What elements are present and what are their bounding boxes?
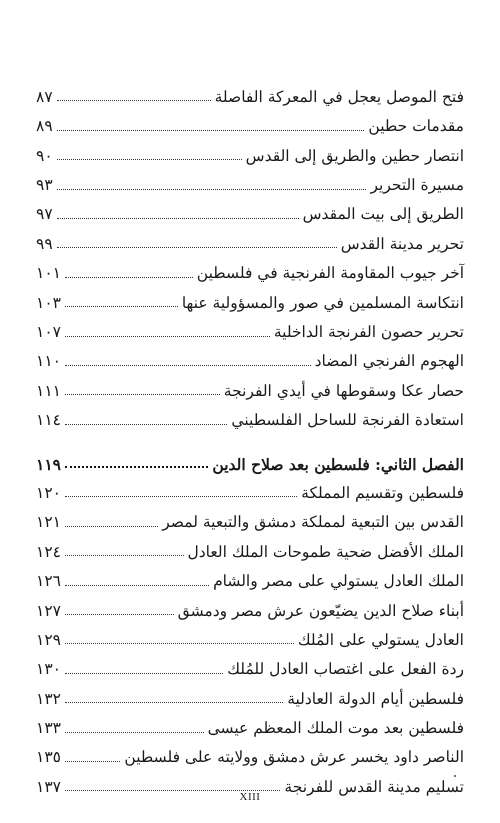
toc-entry (36, 619, 464, 648)
dot-leader (57, 218, 299, 219)
entry-title: استعادة الفرنجة للساحل الفلسطيني (231, 411, 464, 430)
entry-page: ١٣٧ (36, 777, 61, 796)
entry-title: الملك الأفضل ضحية طموحات الملك العادل (187, 542, 464, 561)
chapter-title: الفصل الثاني: فلسطين بعد صلاح الدين (212, 454, 464, 474)
entry-page: ١٠٣ (36, 293, 61, 312)
toc-entry (36, 560, 464, 589)
entry-page: ٩٩ (36, 234, 53, 253)
dot-leader (65, 585, 209, 586)
entry-title: أبناء صلاح الدين يضيّعون عرش مصر ودمشق (177, 601, 464, 620)
toc-entry (36, 194, 464, 223)
entry-page: ٩٧ (36, 205, 53, 224)
dot-leader (65, 555, 184, 556)
entry-title: حصار عكا وسقوطها في أيدي الفرنجة (223, 381, 464, 400)
dot-leader (65, 702, 283, 703)
entry-page: ٨٧ (36, 87, 53, 106)
entry-page: ٩٠ (36, 146, 53, 165)
entry-title: آخر جيوب المقاومة الفرنجية في فلسطين (196, 264, 464, 283)
toc-entry (36, 341, 464, 370)
dot-leader (57, 100, 211, 101)
dot-leader (65, 466, 208, 468)
toc-entry (36, 370, 464, 399)
entry-title: العادل يستولي على المُلك (297, 630, 464, 649)
entry-page: ١٣٣ (36, 719, 61, 738)
table-of-contents (36, 76, 464, 795)
dot-leader (65, 643, 294, 644)
entry-page: ١١١ (36, 381, 61, 400)
dot-leader (65, 526, 158, 527)
entry-title: مسيرة التحرير (370, 176, 464, 195)
entry-page: ١٢١ (36, 513, 61, 532)
entry-page: ١٣٢ (36, 689, 61, 708)
entry-title: انتصار حطين والطريق إلى القدس (245, 146, 464, 165)
entry-page: ٨٩ (36, 117, 53, 136)
entry-page: ١٣٥ (36, 748, 61, 767)
toc-entry (36, 531, 464, 560)
entry-page: ١٢٩ (36, 630, 61, 649)
toc-entry (36, 252, 464, 281)
entry-title: القدس بين التبعية لمملكة دمشق والتبعية لمصر (162, 513, 464, 532)
toc-entry (36, 282, 464, 311)
entry-title: الطريق إلى بيت المقدس (302, 205, 464, 224)
entry-page: ١١٠ (36, 352, 61, 371)
entry-page: ١٣٠ (36, 660, 61, 679)
chapter-heading (36, 443, 464, 472)
entry-title: الملك العادل يستولي على مصر والشام (213, 572, 464, 591)
entry-page: ١٠١ (36, 264, 61, 283)
chapter-page: ١١٩ (36, 454, 61, 474)
entry-title: تسليم مدينة القدس للفرنجة (284, 777, 464, 796)
entry-title: تحرير مدينة القدس (340, 234, 464, 253)
entry-title: الهجوم الفرنجي المضاد (314, 352, 464, 371)
entry-page: ١٢٤ (36, 542, 61, 561)
entry-title: تحرير حصون الفرنجة الداخلية (273, 323, 464, 342)
dot-leader (65, 614, 174, 615)
entry-title: الناصر داود يخسر عرش دمشق وولايته على فلسطين (124, 748, 464, 767)
entry-title: ردة الفعل على اغتصاب العادل للمُلك (227, 660, 464, 679)
entry-page: ١٠٧ (36, 323, 61, 342)
toc-entry (36, 590, 464, 619)
toc-entry (36, 399, 464, 428)
entry-page: ١١٤ (36, 411, 61, 430)
toc-entry (36, 76, 464, 105)
entry-page: ٩٣ (36, 176, 53, 195)
toc-entry (36, 164, 464, 193)
entry-page: ١٢٧ (36, 601, 61, 620)
dot-leader (65, 394, 220, 395)
toc-entry (36, 472, 464, 501)
dot-leader (65, 496, 297, 497)
dot-leader (65, 306, 178, 307)
toc-entry (36, 678, 464, 707)
toc-entry (36, 648, 464, 677)
dot-leader (57, 247, 337, 248)
entry-title: فلسطين وتقسيم المملكة (301, 483, 464, 502)
dot-leader (65, 336, 270, 337)
entry-page: ١٢٠ (36, 483, 61, 502)
dot-leader (65, 365, 311, 366)
dot-leader (65, 732, 204, 733)
toc-entry (36, 737, 464, 766)
toc-entry (36, 223, 464, 252)
dot-leader (65, 673, 223, 674)
dot-leader (65, 277, 193, 278)
toc-entry (36, 105, 464, 134)
toc-entry (36, 501, 464, 530)
page-folio: XIII (239, 791, 261, 803)
entry-page: ١٢٦ (36, 572, 61, 591)
entry-title: فتح الموصل يعجل في المعركة الفاصلة (214, 87, 464, 106)
dot-leader (65, 761, 120, 762)
dot-leader (57, 189, 367, 190)
dot-leader (57, 130, 365, 131)
toc-entry (36, 311, 464, 340)
toc-entry (36, 135, 464, 164)
entry-title: انتكاسة المسلمين في صور والمسؤولية عنها (181, 293, 464, 312)
entry-title: فلسطين بعد موت الملك المعظم عيسى (207, 719, 464, 738)
entry-title: فلسطين أيام الدولة العادلية (287, 689, 464, 708)
dot-leader (57, 159, 242, 160)
toc-entry (36, 707, 464, 736)
ink-dot (454, 775, 456, 777)
dot-leader (65, 424, 227, 425)
entry-title: مقدمات حطين (368, 117, 464, 136)
